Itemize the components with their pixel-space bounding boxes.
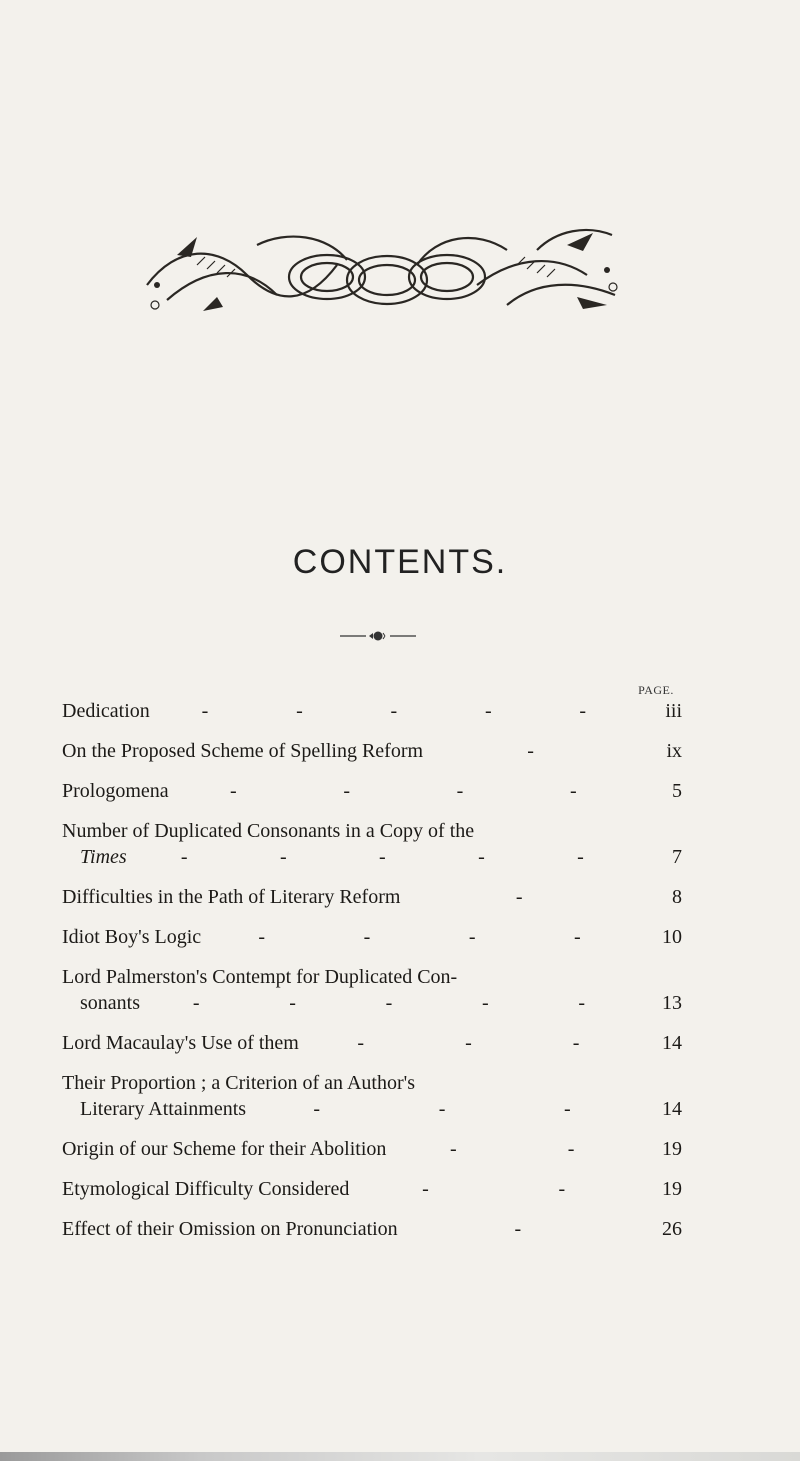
toc-page-number: ix — [666, 740, 682, 762]
toc-page-number: 10 — [662, 926, 682, 948]
toc-entry-title: Difficulties in the Path of Literary Reform — [62, 886, 401, 908]
toc-entry-title: Prologomena — [62, 780, 169, 802]
toc-page-number: 26 — [662, 1218, 682, 1240]
page-column-header: PAGE. — [638, 683, 674, 697]
dash-leader: - — [515, 886, 523, 908]
toc-entry-title-continuation: Literary Attainments — [80, 1098, 247, 1120]
toc-entry-title: Etymological Difficulty Considered — [62, 1178, 350, 1200]
toc-entry-title-continuation: sonants — [80, 992, 140, 1014]
toc-entry-title: Lord Palmerston's Contempt for Duplicated Con- — [62, 966, 458, 988]
toc-entry-title: Their Proportion ; a Criterion of an Author's — [62, 1072, 415, 1094]
toc-page-number: iii — [665, 700, 682, 722]
dash-leader: - - — [422, 1178, 566, 1200]
dash-leader: - - - - - — [201, 700, 587, 722]
toc-entry — [62, 778, 682, 804]
toc-page-number: 19 — [662, 1178, 682, 1200]
toc-entry — [62, 1030, 682, 1056]
toc-entry-title: Number of Duplicated Consonants in a Copy of the — [62, 820, 475, 842]
dash-leader: - - - — [357, 1032, 580, 1054]
toc-entry-title: Effect of their Omission on Pronunciation — [62, 1218, 398, 1240]
toc-entry-title: Lord Macaulay's Use of them — [62, 1032, 299, 1054]
toc-page-number: 8 — [672, 886, 682, 908]
title-flourish-ornament — [336, 628, 420, 644]
toc-entry — [62, 1176, 682, 1202]
dash-leader: - - - - - — [180, 846, 584, 868]
toc-page-number: 7 — [672, 846, 682, 868]
decorative-headpiece-ornament — [137, 225, 625, 313]
page-edge-shadow — [0, 1452, 800, 1461]
dash-leader: - - — [449, 1138, 575, 1160]
dash-leader: - - - - — [229, 780, 577, 802]
toc-entry-title-continuation: Times — [80, 846, 127, 868]
page-title: CONTENTS. — [292, 543, 508, 581]
toc-page-number: 5 — [672, 780, 682, 802]
toc-entry — [62, 738, 682, 764]
toc-entry — [62, 924, 682, 950]
toc-entry — [62, 698, 682, 724]
dash-leader: - - - - - — [192, 992, 586, 1014]
toc-entry-title: Dedication — [62, 700, 150, 722]
toc-entry — [62, 964, 682, 1016]
toc-page-number: 13 — [662, 992, 682, 1014]
toc-entry — [62, 1070, 682, 1122]
dash-leader: - — [527, 740, 534, 762]
toc-page-number: 19 — [662, 1138, 682, 1160]
dash-leader: - - - — [313, 1098, 571, 1120]
table-of-contents — [62, 698, 682, 1256]
toc-entry — [62, 884, 682, 910]
toc-page-number: 14 — [662, 1032, 682, 1054]
toc-entry — [62, 1136, 682, 1162]
toc-entry — [62, 818, 682, 870]
dash-leader: - - - - — [258, 926, 581, 948]
toc-entry — [62, 1216, 682, 1242]
toc-entry-title: On the Proposed Scheme of Spelling Reform — [62, 740, 424, 762]
toc-page-number: 14 — [662, 1098, 682, 1120]
toc-entry-title: Idiot Boy's Logic — [62, 926, 202, 948]
dash-leader: - — [514, 1218, 522, 1240]
toc-entry-title: Origin of our Scheme for their Abolition — [62, 1138, 387, 1160]
